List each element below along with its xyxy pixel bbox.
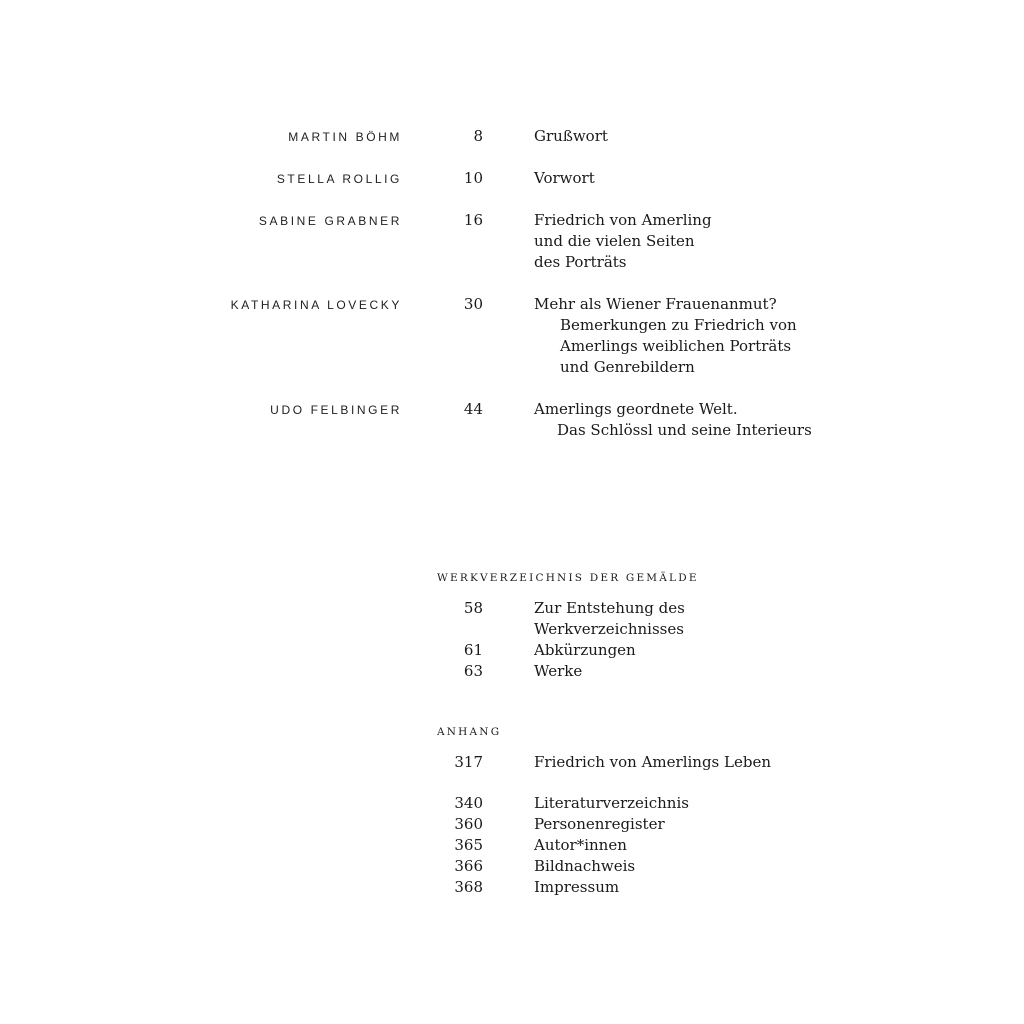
title-line: Mehr als Wiener Frauenanmut?	[534, 295, 777, 313]
entry-title-leben: Friedrich von Amerlings Leben	[534, 753, 771, 771]
title-line: und Genrebildern	[560, 358, 695, 376]
page-number: 368	[454, 878, 483, 896]
page-number: 30	[463, 295, 483, 313]
page-number: 16	[463, 211, 483, 229]
entry-title-impressum: Impressum	[534, 878, 620, 896]
page-number: 44	[463, 400, 483, 418]
page-number: 8	[473, 127, 483, 145]
author-martin-boehm: MARTIN BÖHM	[288, 130, 402, 144]
title-line: Zur Entstehung des	[534, 599, 685, 617]
title-line: Friedrich von Amerling	[534, 211, 712, 229]
essay-title-grusswort	[534, 126, 608, 147]
author-stella-rollig: STELLA ROLLIG	[276, 172, 402, 186]
page-number: 10	[463, 169, 483, 187]
page-number: 61	[463, 641, 483, 659]
title-line: des Porträts	[534, 253, 627, 271]
author-sabine-grabner: SABINE GRABNER	[258, 214, 402, 228]
page-number: 63	[463, 662, 483, 680]
entry-title-entstehung	[534, 598, 685, 640]
entry-title-personenregister: Personenregister	[534, 815, 665, 833]
entry-title-autorinnen: Autor*innen	[534, 836, 627, 854]
title-line: Amerlings geordnete Welt.	[534, 400, 738, 418]
title-line: Bemerkungen zu Friedrich von	[560, 316, 797, 334]
title-line: Werke	[534, 662, 583, 680]
page-number: 340	[454, 794, 483, 812]
title-line: und die vielen Seiten	[534, 232, 695, 250]
page-number: 365	[454, 836, 483, 854]
author-udo-felbinger: UDO FELBINGER	[270, 403, 402, 417]
section-heading-anhang: ANHANG	[437, 726, 502, 738]
essay-title-wiener-frauenanmut	[534, 294, 797, 378]
essay-title-geordnete-welt	[534, 399, 812, 441]
page-number: 317	[454, 753, 483, 771]
author-katharina-lovecky: KATHARINA LOVECKY	[230, 298, 402, 312]
essay-title-vorwort	[534, 168, 595, 189]
page-number: 366	[454, 857, 483, 875]
page-number: 58	[463, 599, 483, 617]
section-heading-werkverzeichnis: WERKVERZEICHNIS DER GEMÄLDE	[437, 572, 699, 584]
title-line: Amerlings weiblichen Porträts	[560, 337, 792, 355]
title-line: Grußwort	[534, 127, 608, 145]
entry-title-werke	[534, 661, 582, 682]
essay-title-amerling-portraets	[534, 210, 712, 273]
entry-title-bildnachweis: Bildnachweis	[534, 857, 636, 875]
title-line: Abkürzungen	[534, 641, 636, 659]
entry-title-abkuerzungen	[534, 640, 636, 661]
title-line: Werkverzeichnisses	[534, 620, 684, 638]
title-line: Das Schlössl und seine Interieurs	[557, 421, 812, 439]
title-line: Vorwort	[534, 169, 595, 187]
page-number: 360	[454, 815, 483, 833]
entry-title-literaturverzeichnis: Literaturverzeichnis	[534, 794, 689, 812]
